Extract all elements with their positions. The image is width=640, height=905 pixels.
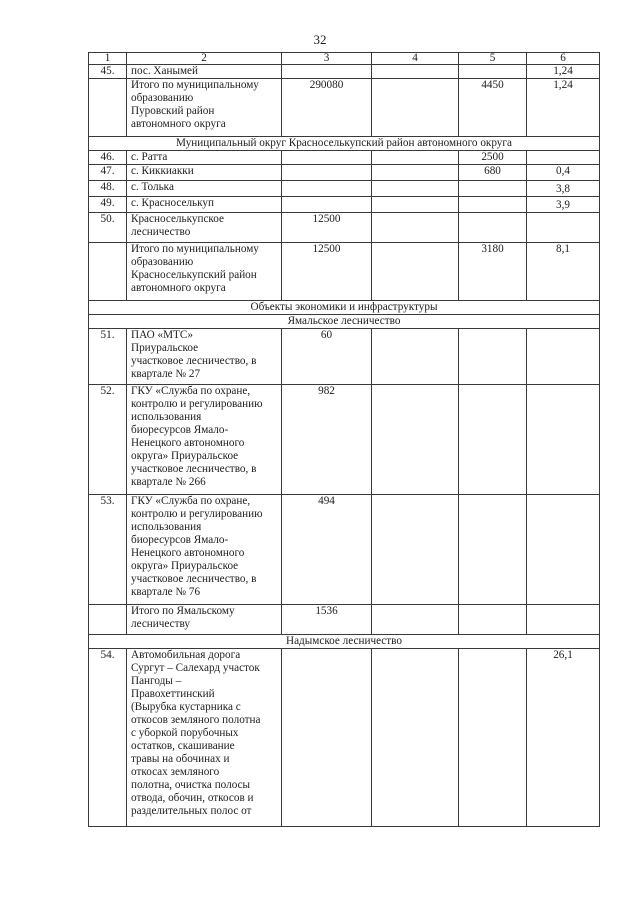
col6-cell xyxy=(527,329,600,385)
table-row xyxy=(89,165,600,181)
col3-cell xyxy=(282,151,372,165)
col5-cell xyxy=(459,495,527,605)
col4-cell xyxy=(372,649,459,827)
col3-cell xyxy=(282,649,372,827)
col5-cell xyxy=(459,213,527,243)
section-title: Муниципальный округ Красноселькупский район автономного округа xyxy=(89,137,600,151)
row-number-cell: 50. xyxy=(89,213,127,243)
table-row xyxy=(89,329,600,385)
object-name-cell: Красноселькупское лесничество xyxy=(127,213,282,243)
row-number-cell: 45. xyxy=(89,65,127,79)
col3-cell xyxy=(282,165,372,181)
col5-cell xyxy=(459,329,527,385)
object-name-cell: с. Толька xyxy=(127,181,282,197)
row-number-cell xyxy=(89,243,127,301)
col6-cell: 3,8 xyxy=(527,181,600,197)
data-table xyxy=(88,52,600,827)
table-row xyxy=(89,243,600,301)
row-number-cell: 47. xyxy=(89,165,127,181)
col3-cell: 494 xyxy=(282,495,372,605)
col4-cell xyxy=(372,197,459,213)
section-row xyxy=(89,137,600,151)
col6-cell: 26,1 xyxy=(527,649,600,827)
object-name-cell: Автомобильная дорога Сургут – Салехард участок Пангоды – Правохеттинский (Вырубка кустарника с откосов земляного полотна с уборкой порубочных остатков, скашивание травы на обочинах и откосах земляного полотна, очистка полосы отвода, обочин, откосов и разделительных полос от xyxy=(127,649,282,827)
header-cell: 2 xyxy=(127,53,282,65)
table-row xyxy=(89,213,600,243)
col3-cell: 12500 xyxy=(282,243,372,301)
col6-cell xyxy=(527,151,600,165)
col6-cell xyxy=(527,385,600,495)
table-row xyxy=(89,197,600,213)
col5-cell: 4450 xyxy=(459,79,527,137)
col4-cell xyxy=(372,243,459,301)
object-name-cell: с. Киккиакки xyxy=(127,165,282,181)
col3-cell xyxy=(282,65,372,79)
col4-cell xyxy=(372,65,459,79)
col4-cell xyxy=(372,213,459,243)
row-number-cell xyxy=(89,605,127,635)
object-name-cell: ГКУ «Служба по охране, контролю и регулированию использования биоресурсов Ямало- Ненецкого автономного округа» Приуральское участковое лесничество, в квартале № 76 xyxy=(127,495,282,605)
object-name-cell: ГКУ «Служба по охране, контролю и регулированию использования биоресурсов Ямало- Ненецкого автономного округа» Приуральское участковое лесничество, в квартале № 266 xyxy=(127,385,282,495)
col4-cell xyxy=(372,79,459,137)
col5-cell xyxy=(459,385,527,495)
col4-cell xyxy=(372,329,459,385)
table-row xyxy=(89,65,600,79)
row-number-cell: 46. xyxy=(89,151,127,165)
col3-cell: 60 xyxy=(282,329,372,385)
object-name-cell: Итого по муниципальному образованию Красноселькупский район автономного округа xyxy=(127,243,282,301)
row-number-cell: 48. xyxy=(89,181,127,197)
object-name-cell: с. Ратта xyxy=(127,151,282,165)
col6-cell xyxy=(527,605,600,635)
col6-cell: 0,4 xyxy=(527,165,600,181)
col4-cell xyxy=(372,165,459,181)
col6-cell xyxy=(527,495,600,605)
col4-cell xyxy=(372,181,459,197)
object-name-cell: с. Красноселькуп xyxy=(127,197,282,213)
col5-cell: 680 xyxy=(459,165,527,181)
col5-cell xyxy=(459,181,527,197)
col3-cell xyxy=(282,197,372,213)
col4-cell xyxy=(372,495,459,605)
table-row xyxy=(89,605,600,635)
object-name-cell: пос. Ханымей xyxy=(127,65,282,79)
row-number-cell: 49. xyxy=(89,197,127,213)
col3-cell xyxy=(282,181,372,197)
section-row xyxy=(89,635,600,649)
table-row xyxy=(89,181,600,197)
table-row xyxy=(89,385,600,495)
table-row xyxy=(89,151,600,165)
col3-cell: 290080 xyxy=(282,79,372,137)
table-row xyxy=(89,495,600,605)
col5-cell xyxy=(459,65,527,79)
header-cell: 3 xyxy=(282,53,372,65)
col3-cell: 982 xyxy=(282,385,372,495)
col6-cell: 3,9 xyxy=(527,197,600,213)
section-title: Ямальское лесничество xyxy=(89,315,600,329)
header-cell: 4 xyxy=(372,53,459,65)
col3-cell: 12500 xyxy=(282,213,372,243)
header-cell: 1 xyxy=(89,53,127,65)
section-title: Надымское лесничество xyxy=(89,635,600,649)
col6-cell xyxy=(527,213,600,243)
table-row xyxy=(89,649,600,827)
col6-cell: 1,24 xyxy=(527,65,600,79)
table-row xyxy=(89,79,600,137)
row-number-cell: 53. xyxy=(89,495,127,605)
col5-cell xyxy=(459,197,527,213)
col4-cell xyxy=(372,151,459,165)
col5-cell: 2500 xyxy=(459,151,527,165)
header-cell: 6 xyxy=(527,53,600,65)
col6-cell: 8,1 xyxy=(527,243,600,301)
object-name-cell: ПАО «МТС» Приуральское участковое лесничество, в квартале № 27 xyxy=(127,329,282,385)
section-row xyxy=(89,315,600,329)
col3-cell: 1536 xyxy=(282,605,372,635)
table-header-row xyxy=(89,53,600,65)
object-name-cell: Итого по муниципальному образованию Пуровский район автономного округа xyxy=(127,79,282,137)
col5-cell: 3180 xyxy=(459,243,527,301)
col4-cell xyxy=(372,605,459,635)
col4-cell xyxy=(372,385,459,495)
row-number-cell: 52. xyxy=(89,385,127,495)
page-number: 32 xyxy=(313,32,327,47)
col6-cell: 1,24 xyxy=(527,79,600,137)
row-number-cell xyxy=(89,79,127,137)
col5-cell xyxy=(459,649,527,827)
object-name-cell: Итого по Ямальскому лесничеству xyxy=(127,605,282,635)
section-row xyxy=(89,301,600,315)
table-body xyxy=(89,53,600,827)
header-cell: 5 xyxy=(459,53,527,65)
row-number-cell: 54. xyxy=(89,649,127,827)
section-title: Объекты экономики и инфраструктуры xyxy=(89,301,600,315)
row-number-cell: 51. xyxy=(89,329,127,385)
col5-cell xyxy=(459,605,527,635)
